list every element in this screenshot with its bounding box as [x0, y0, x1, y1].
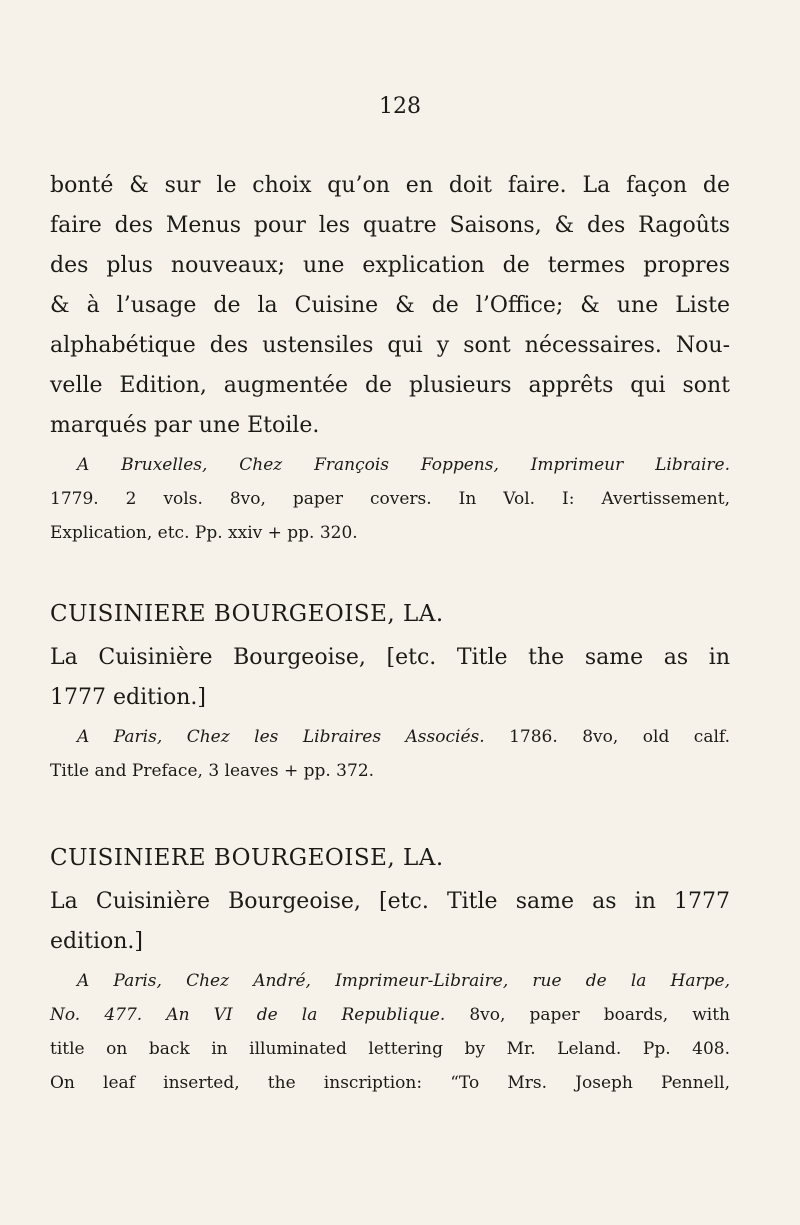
collation-note: Explication, etc. Pp. xxiv + pp. 320. [50, 523, 358, 543]
body-line: La Cuisinière Bourgeoise, [etc. Title same as in 1777 [50, 889, 730, 914]
body-line: alphabétique des ustensiles qui y sont nécessaires. Nou- [50, 333, 730, 358]
entry-heading: CUISINIERE BOURGEOISE, LA. [50, 845, 444, 871]
collation-note: title on back in illuminated lettering by Mr. Leland. Pp. 408. [50, 1039, 730, 1059]
imprint-details: 8vo, paper boards, with [469, 1005, 731, 1025]
imprint-line: A Paris, Chez les Libraires Associés. [77, 727, 485, 747]
body-line: bonté & sur le choix qu’on en doit faire. La façon de [50, 173, 730, 198]
entry-cuisiniere-1786 [50, 594, 730, 788]
imprint-line: A Bruxelles, Chez François Foppens, Imprimeur Libraire. [77, 455, 730, 475]
body-line: edition.] [50, 929, 144, 954]
collation-note: Title and Preface, 3 leaves + pp. 372. [50, 761, 375, 781]
body-line: marqués par une Etoile. [50, 413, 320, 438]
imprint-details: 1786. 8vo, old calf. [509, 727, 730, 747]
body-line: & à l’usage de la Cuisine & de l’Office; & une Liste [50, 293, 730, 318]
body-line: faire des Menus pour les quatre Saisons, & des Ragoûts [50, 213, 730, 238]
page-number: 128 [379, 94, 421, 119]
entry-cuisiniere-an-vi [50, 838, 730, 1100]
imprint-line: No. 477. An VI de la Republique. [50, 1005, 446, 1025]
body-line: velle Edition, augmentée de plusieurs apprêts qui sont [50, 373, 730, 398]
body-line: des plus nouveaux; une explication de termes propres [50, 253, 730, 278]
entry-continuation [50, 166, 730, 550]
collation-note: On leaf inserted, the inscription: “To Mrs. Joseph Pennell, [50, 1073, 730, 1093]
entry-heading: CUISINIERE BOURGEOISE, LA. [50, 601, 444, 627]
body-line: 1777 edition.] [50, 685, 206, 710]
collation-note: 1779. 2 vols. 8vo, paper covers. In Vol. I: Avertissement, [50, 489, 730, 509]
imprint-line: A Paris, Chez André, Imprimeur-Libraire, rue de la Harpe, [77, 971, 730, 991]
body-line: La Cuisinière Bourgeoise, [etc. Title the same as in [50, 645, 730, 670]
